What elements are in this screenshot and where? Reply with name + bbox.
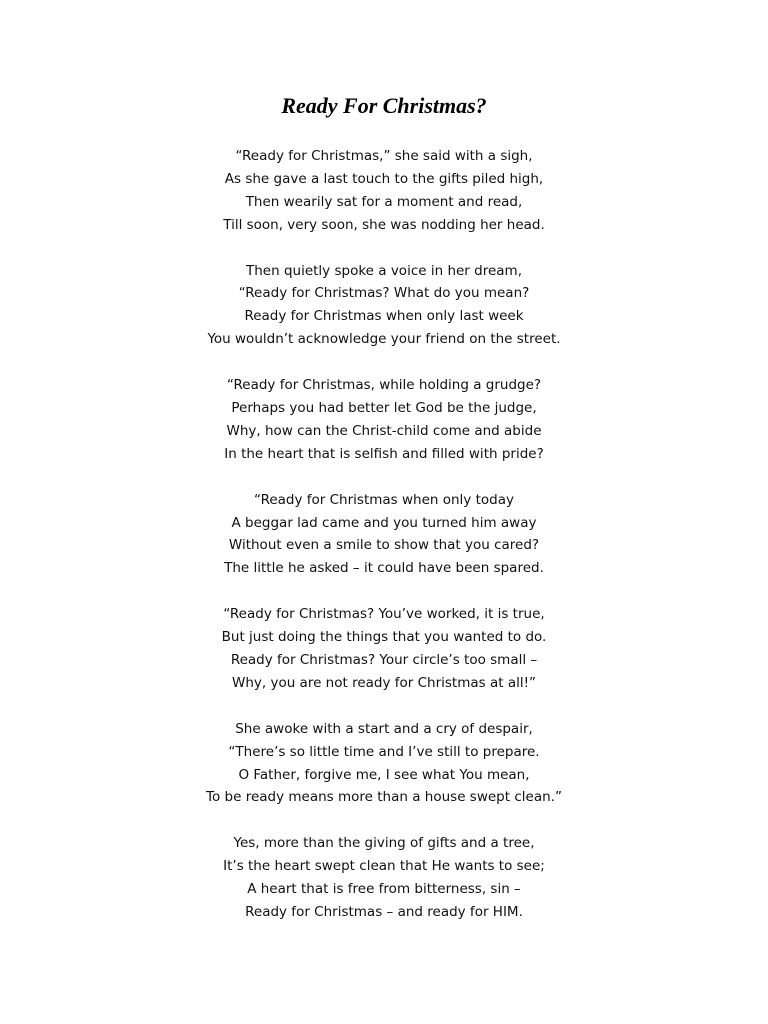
poem-line: As she gave a last touch to the gifts piled high, [224,170,544,187]
poem-stanza [0,489,768,581]
poem-line: To be ready means more than a house swept clean.” [206,789,562,806]
poem-line: “There’s so little time and I’ve still to prepare. [228,743,540,760]
poem-stanza [0,260,768,352]
poem-line: A heart that is free from bitterness, sin – [247,881,521,898]
poem-title: Ready For Christmas? [281,93,487,118]
poem-line: Till soon, very soon, she was nodding her head. [223,216,545,233]
poem-line: In the heart that is selfish and filled with pride? [224,445,544,462]
poem-line: You wouldn’t acknowledge your friend on the street. [207,331,561,348]
poem-stanza [0,832,768,924]
poem-line: “Ready for Christmas, while holding a grudge? [226,377,542,394]
poem-line: The little he asked – it could have been spared. [224,560,544,577]
poem-line: “Ready for Christmas,” she said with a sigh, [235,148,533,164]
poem-line: But just doing the things that you wanted to do. [221,629,547,646]
poem-line: Why, you are not ready for Christmas at all!” [231,674,537,691]
poem-line: Why, how can the Christ-child come and abide [226,422,542,439]
poem-line: Ready for Christmas? Your circle’s too small – [230,652,538,669]
poem-line: O Father, forgive me, I see what You mean, [238,766,530,783]
poem-stanza [0,603,768,695]
poem-line: Yes, more than the giving of gifts and a tree, [233,835,535,852]
poem-line: Perhaps you had better let God be the judge, [231,400,537,417]
poem-body [0,145,768,947]
poem-line: She awoke with a start and a cry of despair, [235,720,533,737]
poem-line: Ready for Christmas when only last week [244,308,524,325]
poem-stanza [0,145,768,237]
poem-line: A beggar lad came and you turned him away [231,514,537,531]
poem-line: Ready for Christmas – and ready for HIM. [245,904,523,921]
poem-line: Without even a smile to show that you cared? [228,537,540,554]
poem-line: “Ready for Christmas? You’ve worked, it is true, [223,606,545,623]
poem-line: Then wearily sat for a moment and read, [245,193,523,210]
poem-line: It’s the heart swept clean that He wants to see; [223,858,545,875]
poem-line: “Ready for Christmas? What do you mean? [238,285,530,302]
poem-stanza [0,718,768,810]
poem-stanza [0,374,768,466]
poem-line: “Ready for Christmas when only today [254,491,514,508]
poem-line: Then quietly spoke a voice in her dream, [246,262,522,279]
